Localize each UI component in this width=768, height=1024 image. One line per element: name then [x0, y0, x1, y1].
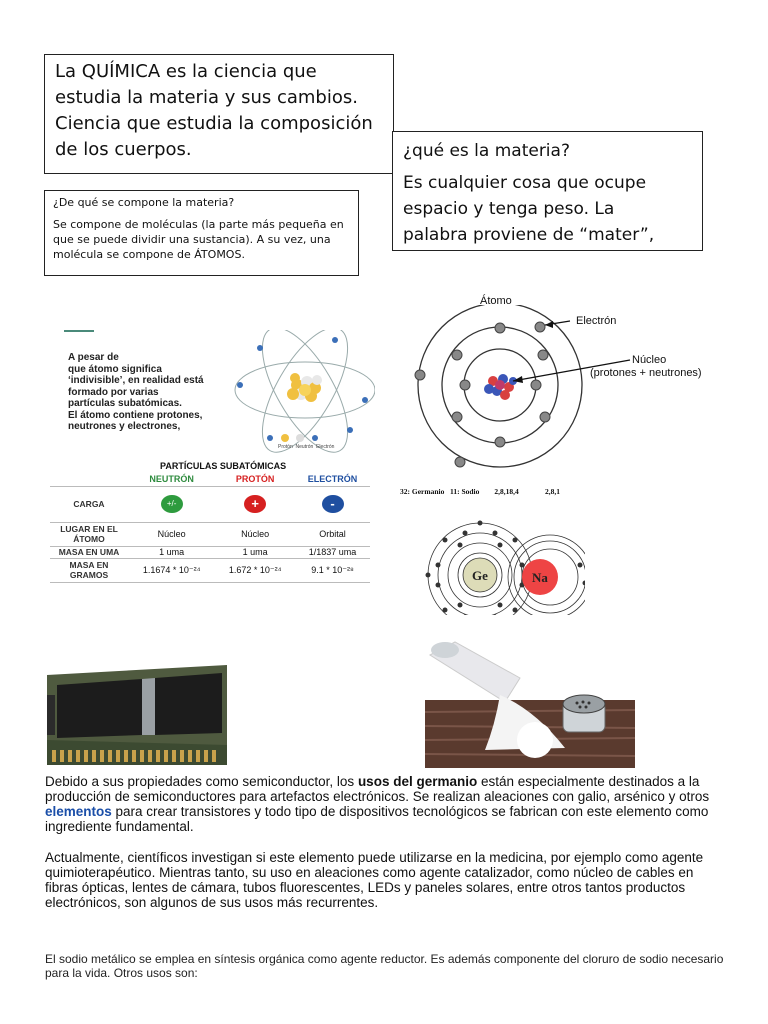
- materia-answer-line: palabra proviene de “mater”,: [403, 225, 655, 245]
- charge-neutron-icon: +/-: [128, 486, 215, 522]
- salt-shaker-image: [425, 640, 635, 768]
- ge-na-header: 32: Germanio 11: Sodio 2,8,18,4 2,8,1: [400, 487, 561, 496]
- sodio-paragraph: El sodio metálico se emplea en síntesis orgánica como agente reductor. Es además componente del cloruro de sodio necesario para la vida. Otros usos son:: [45, 952, 724, 980]
- germanio-paragraph: Debido a sus propiedades como semiconductor, los usos del germanio están especialmente destinados a la producción de semiconductores para artefactos electrónicos. Se realizan aleaciones con galio, arsénico y otros elementos para crear transistores y todo tipo de dispositivos tecnológicos se fabrican con este elemento como ingrediente fundamental.: [45, 774, 710, 834]
- row-header: MASA EN GRAMOS: [50, 558, 128, 582]
- definition-line: La QUÍMICA es la ciencia que: [55, 61, 317, 82]
- figure-header-mark: [64, 330, 94, 332]
- ge-symbol: Ge: [472, 568, 488, 583]
- table-cell: 1 uma: [215, 546, 295, 558]
- charge-electron-icon: -: [295, 486, 370, 522]
- definition-line: de los cuerpos.: [55, 139, 192, 160]
- usos-germanio-strong: usos del germanio: [357, 774, 478, 789]
- column-header-proton: PROTÓN: [215, 472, 295, 486]
- row-header: LUGAR EN EL ÁTOMO: [50, 522, 128, 546]
- materia-answer-line: espacio y tenga peso. La: [403, 199, 615, 219]
- row-header: MASA EN UMA: [50, 546, 128, 558]
- definition-line: estudia la materia y sus cambios.: [55, 87, 358, 108]
- atom-figure-text: A pesar de que átomo significa ‘indivisible’, en realidad está formado por varias partículas subatómicas. El átomo contiene protones, neutrones y electrones,: [68, 352, 204, 432]
- atom-legend: Protón Neutrón Electrón: [278, 444, 335, 450]
- memory-chip-image: [47, 665, 227, 765]
- nucleus-sublabel: (protones + neutrones): [590, 367, 702, 379]
- shaker-cap: [563, 695, 605, 732]
- compone-box: [44, 190, 359, 276]
- quimica-definition-box: [44, 54, 394, 174]
- table-cell: Núcleo: [128, 522, 215, 546]
- charge-proton-icon: +: [215, 486, 295, 522]
- compone-answer: Se compone de moléculas (la parte más pequeña en que se puede dividir una sustancia). A su vez, una molécula se compone de ÁTOMOS.: [53, 218, 344, 261]
- bohr-title: Átomo: [480, 295, 512, 307]
- compone-question: ¿De qué se compone la materia?: [53, 196, 235, 209]
- ge-na-illustration: [405, 505, 585, 615]
- table-cell: 1.672 * 10⁻²⁴: [215, 558, 295, 582]
- table-cell: 9.1 * 10⁻²⁸: [295, 558, 370, 582]
- table-title: PARTÍCULAS SUBATÓMICAS: [160, 461, 287, 471]
- table-cell: Núcleo: [215, 522, 295, 546]
- column-header-neutron: NEUTRÓN: [128, 472, 215, 486]
- table-cell: 1.1674 * 10⁻²⁴: [128, 558, 215, 582]
- subatomic-particles-table: [50, 472, 370, 583]
- bohr-nucleus: [484, 374, 517, 400]
- materia-definition-box: [392, 131, 703, 251]
- table-cell: 1/1837 uma: [295, 546, 370, 558]
- nucleus-label: Núcleo: [632, 354, 667, 366]
- na-symbol: Na: [532, 570, 548, 585]
- table-cell: 1 uma: [128, 546, 215, 558]
- electron-label: Electrón: [576, 315, 617, 327]
- table-cell: Orbital: [295, 522, 370, 546]
- column-header-electron: ELECTRÓN: [295, 472, 370, 486]
- definition-line: Ciencia que estudia la composición: [55, 113, 373, 134]
- elementos-link[interactable]: elementos: [45, 804, 112, 819]
- row-header: CARGA: [50, 486, 128, 522]
- nucleus-cluster: [287, 373, 322, 402]
- medicina-paragraph: Actualmente, científicos investigan si este elemento puede utilizarse en la medicina, por ejemplo como agente quimioterapéutico. Mientras tanto, su uso en aleaciones como agente catalizador, como núcleo de cables en fibras ópticas, lentes de cámara, tubos fluorescentes, LEDs y paneles solares, entre otros tantos productos electrónicos, son algunos de sus usos más recurrentes.: [45, 850, 704, 910]
- materia-answer-line: Es cualquier cosa que ocupe: [403, 173, 647, 193]
- bohr-atom-illustration: [405, 305, 725, 475]
- materia-question: ¿qué es la materia?: [403, 141, 570, 161]
- atom-orbit-illustration: [225, 330, 375, 455]
